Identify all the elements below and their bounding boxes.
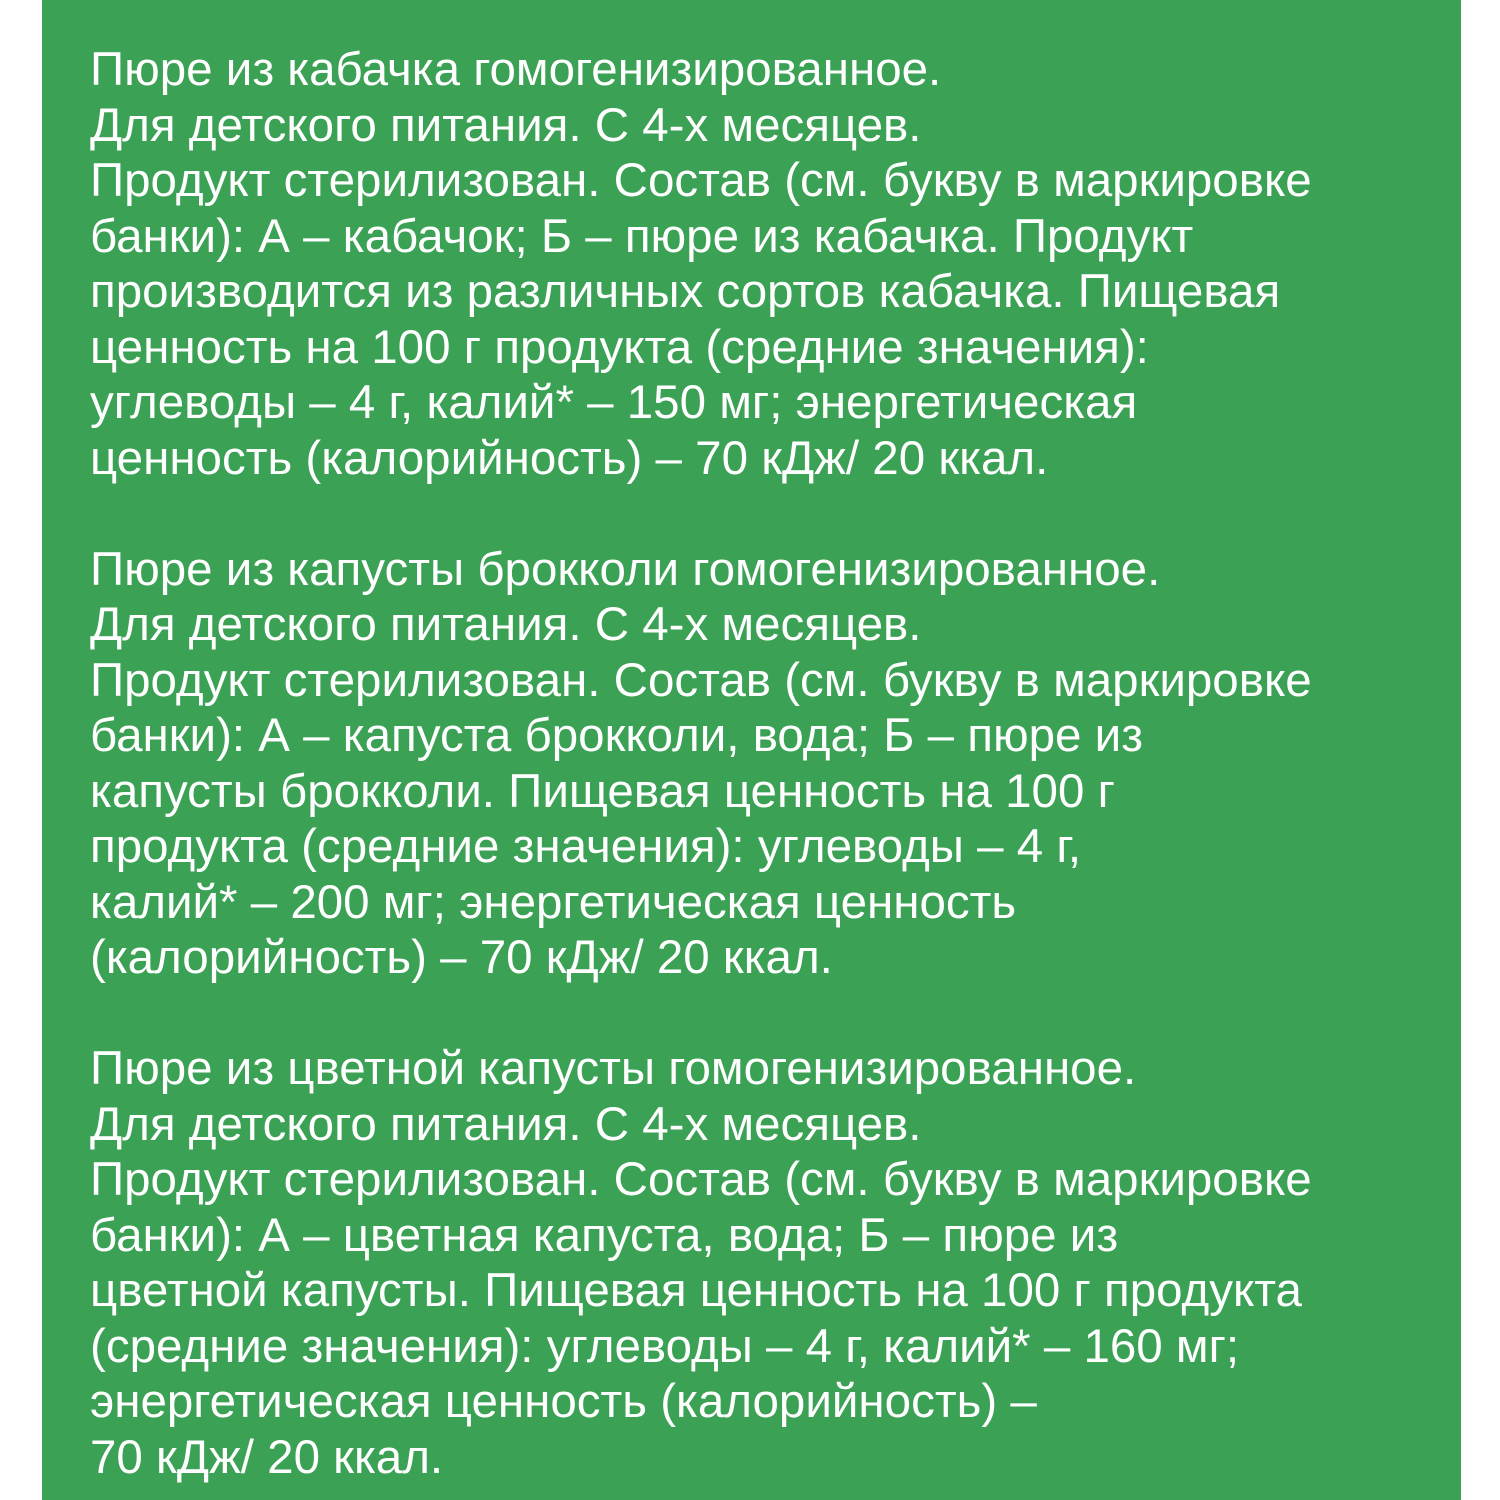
age-info-line: Для детского питания. С 4-х месяцев. xyxy=(90,1097,922,1151)
description-line: ценность (калорийность) – 70 кДж/ 20 ккал. xyxy=(90,431,1049,485)
description-line: продукта (средние значения): углеводы – 4 г, xyxy=(90,820,1082,873)
age-info-line: Для детского питания. С 4-х месяцев. xyxy=(90,598,922,651)
product-description-text xyxy=(90,42,1461,1485)
paragraph-broccoli-puree xyxy=(90,542,1461,986)
description-line: энергетическая ценность (калорийность) – xyxy=(90,1375,1037,1428)
description-line: калий* – 200 мг; энергетическая ценность xyxy=(90,875,1017,929)
description-line: банки): А – кабачок; Б – пюре из кабачка. Продукт xyxy=(90,209,1194,263)
description-line: Продукт стерилизован. Состав (см. букву в маркировке xyxy=(90,653,1312,707)
description-line: банки): А – капуста брокколи, вода; Б – пюре из xyxy=(90,709,1143,762)
description-line: Продукт стерилизован. Состав (см. букву в маркировке xyxy=(90,1153,1312,1206)
paragraph-cauliflower-puree xyxy=(90,1041,1461,1485)
product-title-line: Пюре из цветной капусты гомогенизированное. xyxy=(90,1042,1137,1095)
description-line: 70 кДж/ 20 ккал. xyxy=(90,1430,444,1484)
age-info-line: Для детского питания. С 4-х месяцев. xyxy=(90,98,922,152)
description-line: банки): А – цветная капуста, вода; Б – пюре из xyxy=(90,1208,1119,1262)
description-line: (средние значения): углеводы – 4 г, калий* – 160 мг; xyxy=(90,1319,1240,1373)
description-line: капусты брокколи. Пищевая ценность на 100 г xyxy=(90,764,1115,818)
paragraph-spacer xyxy=(90,986,1461,1042)
description-line: производится из различных сортов кабачка. Пищевая xyxy=(90,265,1281,318)
green-label-panel xyxy=(42,0,1461,1500)
description-line: цветной капусты. Пищевая ценность на 100 г продукта xyxy=(90,1264,1302,1317)
description-line: ценность на 100 г продукта (средние значения): xyxy=(90,320,1149,374)
description-line: (калорийность) – 70 кДж/ 20 ккал. xyxy=(90,931,833,984)
description-line: углеводы – 4 г, калий* – 150 мг; энергетическая xyxy=(90,376,1138,429)
product-title-line: Пюре из капусты брокколи гомогенизированное. xyxy=(90,542,1161,596)
paragraph-spacer xyxy=(90,486,1461,542)
paragraph-zucchini-puree xyxy=(90,42,1461,486)
description-line: Продукт стерилизован. Состав (см. букву в маркировке xyxy=(90,154,1312,207)
product-title-line: Пюре из кабачка гомогенизированное. xyxy=(90,43,942,96)
